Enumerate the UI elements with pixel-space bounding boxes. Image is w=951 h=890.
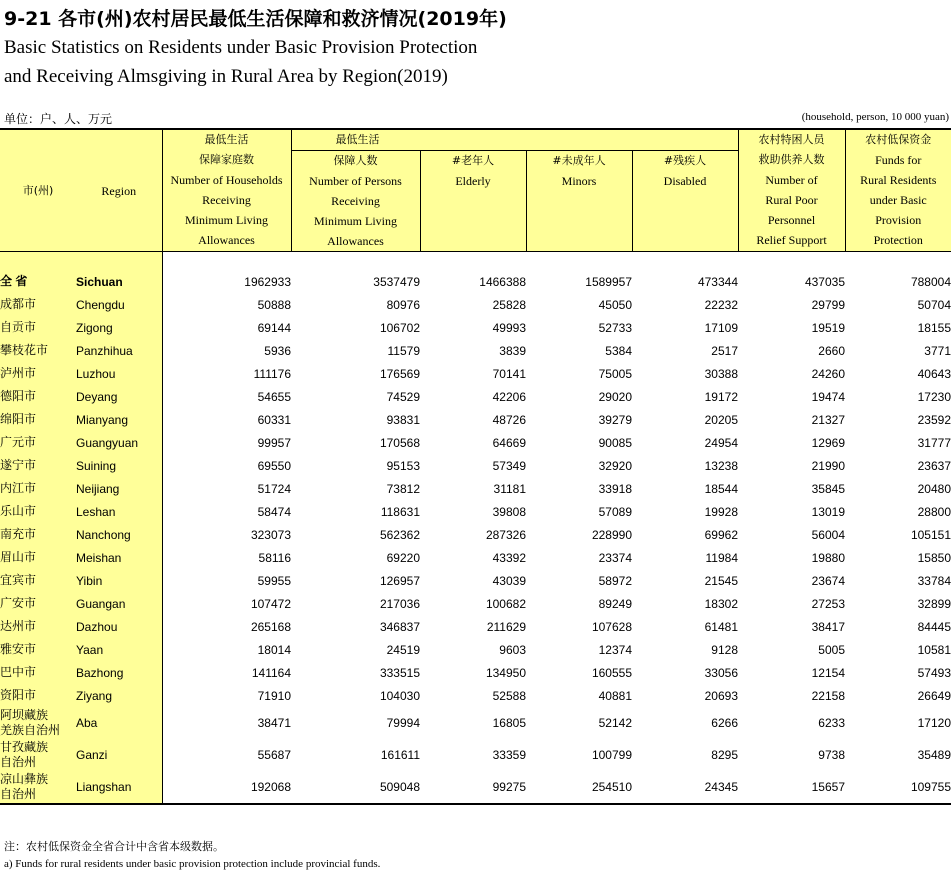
value-cell: 48726 — [492, 412, 526, 427]
value-cell: 141164 — [251, 665, 291, 680]
value-cell: 69550 — [257, 458, 291, 473]
value-cell: 52142 — [598, 716, 632, 730]
value-cell: 69962 — [704, 527, 738, 542]
value-cell: 9603 — [499, 642, 526, 657]
value-cell: 19172 — [704, 389, 738, 404]
value-cell: 161611 — [380, 748, 420, 762]
region-name-cn: 广安市 — [0, 592, 76, 615]
value-cell: 12154 — [811, 665, 845, 680]
value-cell: 19880 — [811, 550, 845, 565]
region-name-en: Bazhong — [76, 661, 162, 684]
value-cell: 54655 — [257, 389, 291, 404]
value-cell: 176569 — [379, 366, 420, 381]
table-title-cn: 9-21 各市(州)农村居民最低生活保障和救济情况(2019年) — [4, 8, 507, 30]
value-cell: 111176 — [253, 366, 291, 381]
table-title-en-line1: Basic Statistics on Residents under Basic Provision Protection — [4, 37, 478, 58]
value-cell: 2660 — [818, 343, 845, 358]
value-cell: 93831 — [386, 412, 420, 427]
value-cell: 35489 — [917, 748, 951, 762]
table-row — [0, 293, 951, 316]
value-cell: 100799 — [591, 748, 632, 762]
table-row — [0, 661, 951, 684]
value-cell: 10581 — [917, 642, 951, 657]
value-cell: 20480 — [917, 481, 951, 496]
value-cell: 118631 — [380, 504, 420, 519]
value-cell: 32899 — [917, 596, 951, 611]
value-cell: 57349 — [492, 458, 526, 473]
table-row — [0, 362, 951, 385]
region-name-en: Ziyang — [76, 684, 162, 707]
region-name-cn: 甘孜藏族 自治州 — [0, 739, 76, 771]
unit-label-cn: 单位：户、人、万元 — [4, 112, 113, 126]
value-cell: 21327 — [811, 412, 845, 427]
region-name-cn: 泸州市 — [0, 362, 76, 385]
value-cell: 3839 — [499, 343, 526, 358]
value-cell: 23674 — [811, 573, 845, 588]
value-cell: 18544 — [704, 481, 738, 496]
region-name-en: Neijiang — [76, 477, 162, 500]
value-cell: 323073 — [250, 527, 291, 542]
region-name-cn: 德阳市 — [0, 385, 76, 408]
table-row — [0, 385, 951, 408]
value-cell: 12969 — [811, 435, 845, 450]
value-cell: 18302 — [704, 596, 738, 611]
unit-label-en: (household, person, 10 000 yuan) — [801, 111, 949, 123]
value-cell: 84445 — [917, 619, 951, 634]
region-name-en: Dazhou — [76, 615, 162, 638]
value-cell: 15657 — [738, 771, 845, 804]
value-cell: 29020 — [598, 389, 632, 404]
value-cell: 1466388 — [479, 274, 526, 289]
region-name-en: Mianyang — [76, 408, 162, 431]
value-cell: 39808 — [492, 504, 526, 519]
region-name-cn: 资阳市 — [0, 684, 76, 707]
value-cell: 28800 — [917, 504, 951, 519]
value-cell: 19928 — [704, 504, 738, 519]
table-row — [0, 684, 951, 707]
value-cell: 13238 — [704, 458, 738, 473]
value-cell: 3771 — [924, 343, 951, 358]
value-cell: 57089 — [598, 504, 632, 519]
region-name-cn: 成都市 — [0, 293, 76, 316]
value-cell: 58474 — [257, 504, 291, 519]
table-row — [0, 546, 951, 569]
value-cell: 13019 — [811, 504, 845, 519]
header-elderly: #老年人 Elderly — [420, 151, 526, 252]
table-row — [0, 500, 951, 523]
value-cell: 24519 — [386, 642, 420, 657]
value-cell: 109755 — [845, 771, 951, 804]
value-cell: 23637 — [917, 458, 951, 473]
value-cell: 3537479 — [373, 274, 420, 289]
header-funds: 农村低保资金 Funds for Rural Residents under Basic Provision Protection — [845, 129, 951, 252]
value-cell: 74529 — [386, 389, 420, 404]
value-cell: 43039 — [492, 573, 526, 588]
region-name-cn: 眉山市 — [0, 546, 76, 569]
value-cell: 21990 — [811, 458, 845, 473]
table-row — [0, 771, 951, 804]
value-cell: 24345 — [632, 771, 738, 804]
value-cell: 106702 — [379, 320, 420, 335]
region-name-en: Meishan — [76, 546, 162, 569]
region-name-cn: 攀枝花市 — [0, 339, 76, 362]
region-name-cn: 广元市 — [0, 431, 76, 454]
region-name-en: Luzhou — [76, 362, 162, 385]
table-row — [0, 569, 951, 592]
value-cell: 52733 — [598, 320, 632, 335]
value-cell: 99275 — [420, 771, 526, 804]
value-cell: 58972 — [598, 573, 632, 588]
value-cell: 217036 — [379, 596, 420, 611]
value-cell: 31777 — [917, 435, 951, 450]
region-name-cn: 雅安市 — [0, 638, 76, 661]
value-cell: 18155 — [917, 320, 951, 335]
value-cell: 59955 — [257, 573, 291, 588]
table-row — [0, 431, 951, 454]
header-persons: 最低生活 — [291, 129, 738, 151]
value-cell: 39279 — [598, 412, 632, 427]
value-cell: 346837 — [379, 619, 420, 634]
value-cell: 90085 — [598, 435, 632, 450]
value-cell: 33918 — [598, 481, 632, 496]
table-row — [0, 739, 951, 771]
region-name-en: Yaan — [76, 638, 162, 661]
value-cell: 509048 — [291, 771, 420, 804]
value-cell: 265168 — [250, 619, 291, 634]
value-cell: 99957 — [257, 435, 291, 450]
table-row — [0, 638, 951, 661]
value-cell: 24260 — [811, 366, 845, 381]
value-cell: 89249 — [598, 596, 632, 611]
header-households: 最低生活 保障家庭数 Number of Households Receiving Minimum Living Allowances — [162, 129, 291, 252]
value-cell: 24954 — [704, 435, 738, 450]
table-row — [0, 707, 951, 739]
value-cell: 23374 — [598, 550, 632, 565]
value-cell: 100682 — [485, 596, 526, 611]
value-cell: 20205 — [704, 412, 738, 427]
region-name-en: Deyang — [76, 385, 162, 408]
header-persons-total: 保障人数 Number of Persons Receiving Minimum Living Allowances — [291, 151, 420, 252]
value-cell: 16805 — [492, 716, 526, 730]
value-cell: 11984 — [705, 550, 738, 565]
value-cell: 31181 — [493, 481, 526, 496]
region-name-en: Panzhihua — [76, 339, 162, 362]
value-cell: 75005 — [598, 366, 632, 381]
region-name-en: Guangan — [76, 592, 162, 615]
value-cell: 473344 — [697, 274, 738, 289]
value-cell: 60331 — [257, 412, 291, 427]
value-cell: 160555 — [591, 665, 632, 680]
value-cell: 38417 — [811, 619, 845, 634]
region-name-en: Aba — [76, 707, 162, 739]
value-cell: 254510 — [526, 771, 632, 804]
value-cell: 42206 — [492, 389, 526, 404]
value-cell: 30388 — [704, 366, 738, 381]
table-row — [0, 477, 951, 500]
value-cell: 22232 — [704, 297, 738, 312]
value-cell: 38471 — [257, 716, 291, 730]
value-cell: 35845 — [811, 481, 845, 496]
value-cell: 79994 — [386, 716, 420, 730]
value-cell: 69220 — [386, 550, 420, 565]
value-cell: 17109 — [704, 320, 738, 335]
value-cell: 21545 — [704, 573, 738, 588]
value-cell: 2517 — [711, 343, 738, 358]
value-cell: 107472 — [250, 596, 291, 611]
region-name-cn: 内江市 — [0, 477, 76, 500]
region-name-cn: 南充市 — [0, 523, 76, 546]
region-name-en: Sichuan — [76, 270, 162, 293]
table-spacer-row — [0, 252, 951, 271]
header-minors: #未成年人 Minors — [526, 151, 632, 252]
header-disabled: #残疾人 Disabled — [632, 151, 738, 252]
value-cell: 32920 — [598, 458, 632, 473]
value-cell: 33359 — [492, 748, 526, 762]
value-cell: 228990 — [591, 527, 632, 542]
value-cell: 43392 — [492, 550, 526, 565]
region-name-cn: 绵阳市 — [0, 408, 76, 431]
region-name-en: Suining — [76, 454, 162, 477]
table-row — [0, 339, 951, 362]
value-cell: 95153 — [386, 458, 420, 473]
table-row — [0, 316, 951, 339]
value-cell: 126957 — [379, 573, 420, 588]
region-name-en: Yibin — [76, 569, 162, 592]
table-row — [0, 408, 951, 431]
table-row — [0, 592, 951, 615]
region-name-cn: 凉山彝族 自治州 — [0, 771, 76, 804]
value-cell: 49993 — [492, 320, 526, 335]
value-cell: 23592 — [917, 412, 951, 427]
table-title-en-line2: and Receiving Almsgiving in Rural Area by Region(2019) — [4, 66, 448, 87]
region-name-en: Nanchong — [76, 523, 162, 546]
value-cell: 64669 — [492, 435, 526, 450]
value-cell: 55687 — [257, 748, 291, 762]
value-cell: 19474 — [811, 389, 845, 404]
value-cell: 61481 — [704, 619, 738, 634]
value-cell: 170568 — [379, 435, 420, 450]
value-cell: 5384 — [605, 343, 632, 358]
region-name-cn: 阿坝藏族 羌族自治州 — [0, 707, 76, 739]
value-cell: 40643 — [917, 366, 951, 381]
value-cell: 25828 — [492, 297, 526, 312]
table-row — [0, 523, 951, 546]
value-cell: 18014 — [257, 642, 291, 657]
header-poor-relief: 农村特困人员 救助供养人数 Number of Rural Poor Personnel Relief Support — [738, 129, 845, 252]
value-cell: 70141 — [492, 366, 526, 381]
value-cell: 562362 — [379, 527, 420, 542]
value-cell: 52588 — [492, 688, 526, 703]
region-name-cn: 遂宁市 — [0, 454, 76, 477]
value-cell: 71910 — [257, 688, 291, 703]
value-cell: 33784 — [917, 573, 951, 588]
value-cell: 20693 — [704, 688, 738, 703]
region-name-en: Zigong — [76, 316, 162, 339]
value-cell: 27253 — [811, 596, 845, 611]
region-name-en: Ganzi — [76, 739, 162, 771]
header-region-cn: 市(州) — [0, 129, 76, 252]
value-cell: 1962933 — [244, 274, 291, 289]
value-cell: 134950 — [485, 665, 526, 680]
value-cell: 437035 — [804, 274, 845, 289]
region-name-en: Chengdu — [76, 293, 162, 316]
value-cell: 33056 — [704, 665, 738, 680]
region-name-en: Leshan — [76, 500, 162, 523]
statistics-table — [0, 128, 951, 805]
value-cell: 333515 — [379, 665, 420, 680]
value-cell: 26649 — [917, 688, 951, 703]
region-name-cn: 自贡市 — [0, 316, 76, 339]
value-cell: 51724 — [257, 481, 291, 496]
value-cell: 69144 — [257, 320, 291, 335]
region-name-cn: 宜宾市 — [0, 569, 76, 592]
value-cell: 29799 — [811, 297, 845, 312]
value-cell: 9128 — [711, 642, 738, 657]
header-region-en: Region — [76, 129, 162, 252]
region-name-cn: 巴中市 — [0, 661, 76, 684]
value-cell: 211629 — [486, 619, 526, 634]
value-cell: 57493 — [917, 665, 951, 680]
footnote-cn: 注：农村低保资金全省合计中含省本级数据。 — [4, 840, 224, 853]
value-cell: 1589957 — [585, 274, 632, 289]
value-cell: 17120 — [917, 716, 951, 730]
table-row — [0, 615, 951, 638]
value-cell: 192068 — [162, 771, 291, 804]
value-cell: 6233 — [818, 716, 845, 730]
value-cell: 12374 — [598, 642, 632, 657]
table-row-total — [0, 270, 951, 293]
value-cell: 11579 — [387, 343, 420, 358]
region-name-en: Liangshan — [76, 771, 162, 804]
value-cell: 105151 — [910, 527, 951, 542]
footnote-en: a) Funds for rural residents under basic provision protection include provincial funds. — [4, 858, 381, 870]
region-name-en: Guangyuan — [76, 431, 162, 454]
value-cell: 107628 — [591, 619, 632, 634]
value-cell: 45050 — [598, 297, 632, 312]
region-name-cn: 达州市 — [0, 615, 76, 638]
value-cell: 788004 — [910, 274, 951, 289]
value-cell: 50704 — [917, 297, 951, 312]
value-cell: 5005 — [818, 642, 845, 657]
region-name-cn: 乐山市 — [0, 500, 76, 523]
value-cell: 73812 — [386, 481, 420, 496]
value-cell: 56004 — [811, 527, 845, 542]
value-cell: 40881 — [598, 688, 632, 703]
value-cell: 58116 — [258, 550, 291, 565]
value-cell: 19519 — [811, 320, 845, 335]
value-cell: 8295 — [711, 748, 738, 762]
value-cell: 50888 — [257, 297, 291, 312]
value-cell: 6266 — [711, 716, 738, 730]
value-cell: 9738 — [818, 748, 845, 762]
table-row — [0, 454, 951, 477]
value-cell: 15850 — [917, 550, 951, 565]
value-cell: 104030 — [379, 688, 420, 703]
region-name-cn: 全 省 — [0, 270, 76, 293]
value-cell: 22158 — [811, 688, 845, 703]
value-cell: 287326 — [485, 527, 526, 542]
value-cell: 5936 — [264, 343, 291, 358]
value-cell: 80976 — [386, 297, 420, 312]
value-cell: 17230 — [917, 389, 951, 404]
